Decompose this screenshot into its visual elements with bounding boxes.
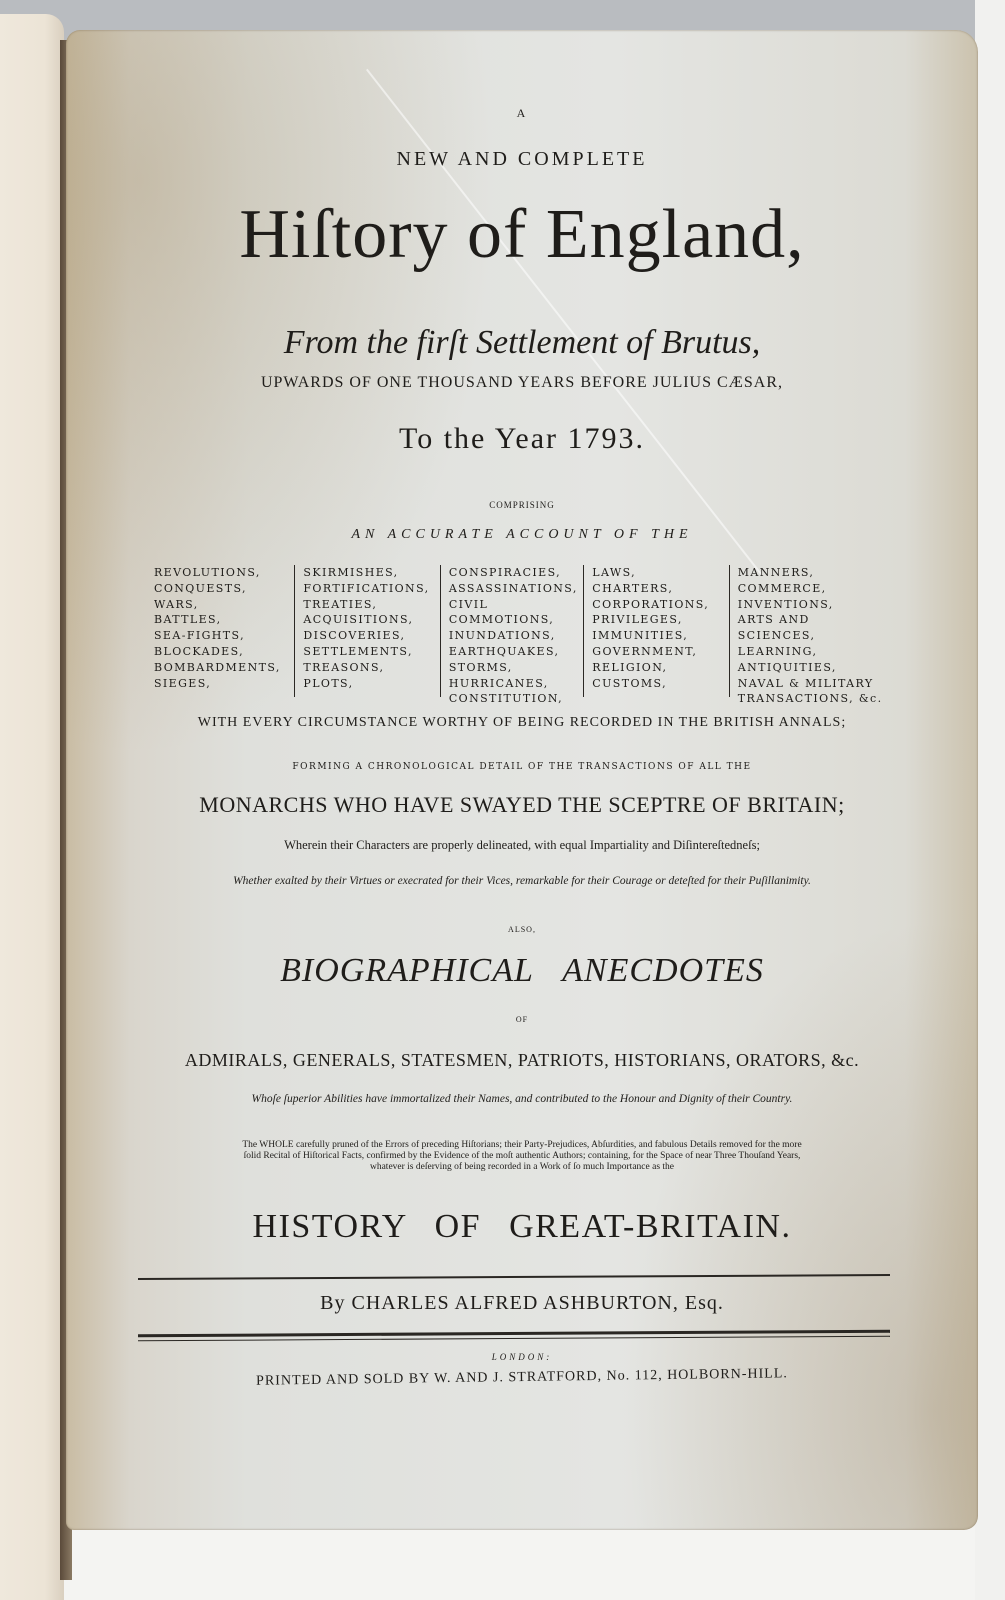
main-title: Hiſtory of England, [239,196,805,273]
topic-item: COMMERCE, [737,581,827,595]
background-right [975,0,1005,1600]
topic-item: INUNDATIONS, [448,629,556,643]
topic-item: PLOTS, [303,676,354,690]
topic-item: CIVIL COMMOTIONS, [448,597,555,627]
topic-item: BOMBARDMENTS, [154,660,281,674]
topic-item: BATTLES, [154,613,222,627]
topic-item: STORMS, [448,660,513,674]
monarchs-line: MONARCHS WHO HAVE SWAYED THE SCEPTRE OF BRITAIN; [199,792,845,817]
topic-item: IMMUNITIES, [592,629,689,643]
topic-item: ANTIQUITIES, [737,660,837,674]
topic-item: NAVAL & MILITARY [737,676,874,690]
paper-crease [366,69,762,575]
left-page-edge [0,14,64,1600]
topic-item: TRANSACTIONS, &c. [737,692,883,706]
topic-item: TREATIES, [303,597,378,611]
topic-item: CONQUESTS, [154,581,247,595]
topic-item: ASSASSINATIONS, [448,581,578,595]
topics-column-5 [729,565,886,706]
author-line: By CHARLES ALFRED ASHBURTON, Esq. [320,1292,724,1314]
comprising-label: COMPRISING [489,500,555,510]
topic-item: SETTLEMENTS, [303,644,413,658]
pre-title: NEW AND COMPLETE [396,148,648,170]
topic-item: CONSPIRACIES, [448,566,562,579]
account-line: AN ACCURATE ACCOUNT OF THE [351,527,693,542]
topics-column-2 [294,565,439,697]
with-line: WITH EVERY CIRCUMSTANCE WORTHY OF BEING RECORDED IN THE BRITISH ANNALS; [197,715,847,730]
wherein-line: Wherein their Characters are properly delineated, with equal Impartiality and Diſintereſtedneſs; [284,838,760,852]
subtitle-upwards: UPWARDS OF ONE THOUSAND YEARS BEFORE JULIUS CÆSAR, [260,374,784,391]
of-label: OF [515,1015,529,1024]
topics-column-4 [583,565,728,697]
subtitle-year: To the Year 1793. [398,422,646,455]
topic-item: SIEGES, [154,676,212,690]
forming-line: FORMING A CHRONOLOGICAL DETAIL OF THE TRANSACTIONS OF ALL THE [292,762,752,772]
topic-item: CHARTERS, [592,581,674,595]
topics-column-1 [146,565,294,697]
biographical-heading: BIOGRAPHICAL ANECDOTES [280,952,764,989]
topic-item: SEA-FIGHTS, [154,629,245,643]
topic-item: MANNERS, [737,566,815,579]
whose-line: Whoſe ſuperior Abilities have immortalized their Names, and contributed to the Honour and Dignity of their Country. [251,1093,793,1105]
article: A [516,106,528,120]
topic-item: ACQUISITIONS, [303,613,414,627]
imprint-printer: PRINTED AND SOLD BY W. AND J. STRATFORD, No. 112, HOLBORN-HILL. [256,1366,788,1389]
admirals-line: ADMIRALS, GENERALS, STATESMEN, PATRIOTS, HISTORIANS, ORATORS, &c. [184,1050,860,1070]
whether-line: Whether exalted by their Virtues or execrated for their Vices, remarkable for their Courage or deteſted for their Puſillanimity. [233,875,811,887]
whole-line-1: The WHOLE carefully pruned of the Errors of preceding Hiſtorians; their Party-Prejudices, Abſurdities, and fabulous Details removed for the more [242,1140,802,1150]
topics-column-3 [440,565,583,706]
topics-columns [146,565,886,706]
topic-item: EARTHQUAKES, [448,644,560,658]
topic-item: CONSTITUTION, [448,692,564,706]
topic-item: WARS, [154,597,199,611]
divider-rule [138,1274,890,1279]
whole-line-2: ſolid Recital of Hiſtorical Facts, confirmed by the Evidence of the moſt authentic Authors; containing, for the Space of near Three Thouſand Years, [243,1151,801,1161]
topic-item: LAWS, [592,566,637,579]
title-page [66,30,978,1530]
topic-item: TREASONS, [303,660,385,674]
great-britain-heading: HISTORY OF GREAT-BRITAIN. [252,1208,792,1245]
topic-item: CUSTOMS, [592,676,667,690]
topic-item: GOVERNMENT, [592,644,698,658]
topic-item: SKIRMISHES, [303,566,399,579]
topic-item: PRIVILEGES, [592,613,683,627]
topic-item: RELIGION, [592,660,668,674]
whole-line-3: whatever is deſerving of being recorded in a Work of ſo much Importance as the [369,1162,674,1172]
topic-item: LEARNING, [737,644,818,658]
subtitle-from: From the firſt Settlement of Brutus, [283,324,761,361]
topic-item: FORTIFICATIONS, [303,581,430,595]
topic-item: REVOLUTIONS, [154,566,261,579]
topic-item: BLOCKADES, [154,644,245,658]
imprint-place: LONDON: [491,1352,553,1362]
topic-item: CORPORATIONS, [592,597,710,611]
also-label: ALSO, [508,925,536,934]
whole-paragraph [66,1140,978,1173]
topic-item: ARTS AND SCIENCES, [737,613,816,643]
topic-item: HURRICANES, [448,676,549,690]
topic-item: INVENTIONS, [737,597,834,611]
topic-item: DISCOVERIES, [303,629,406,643]
